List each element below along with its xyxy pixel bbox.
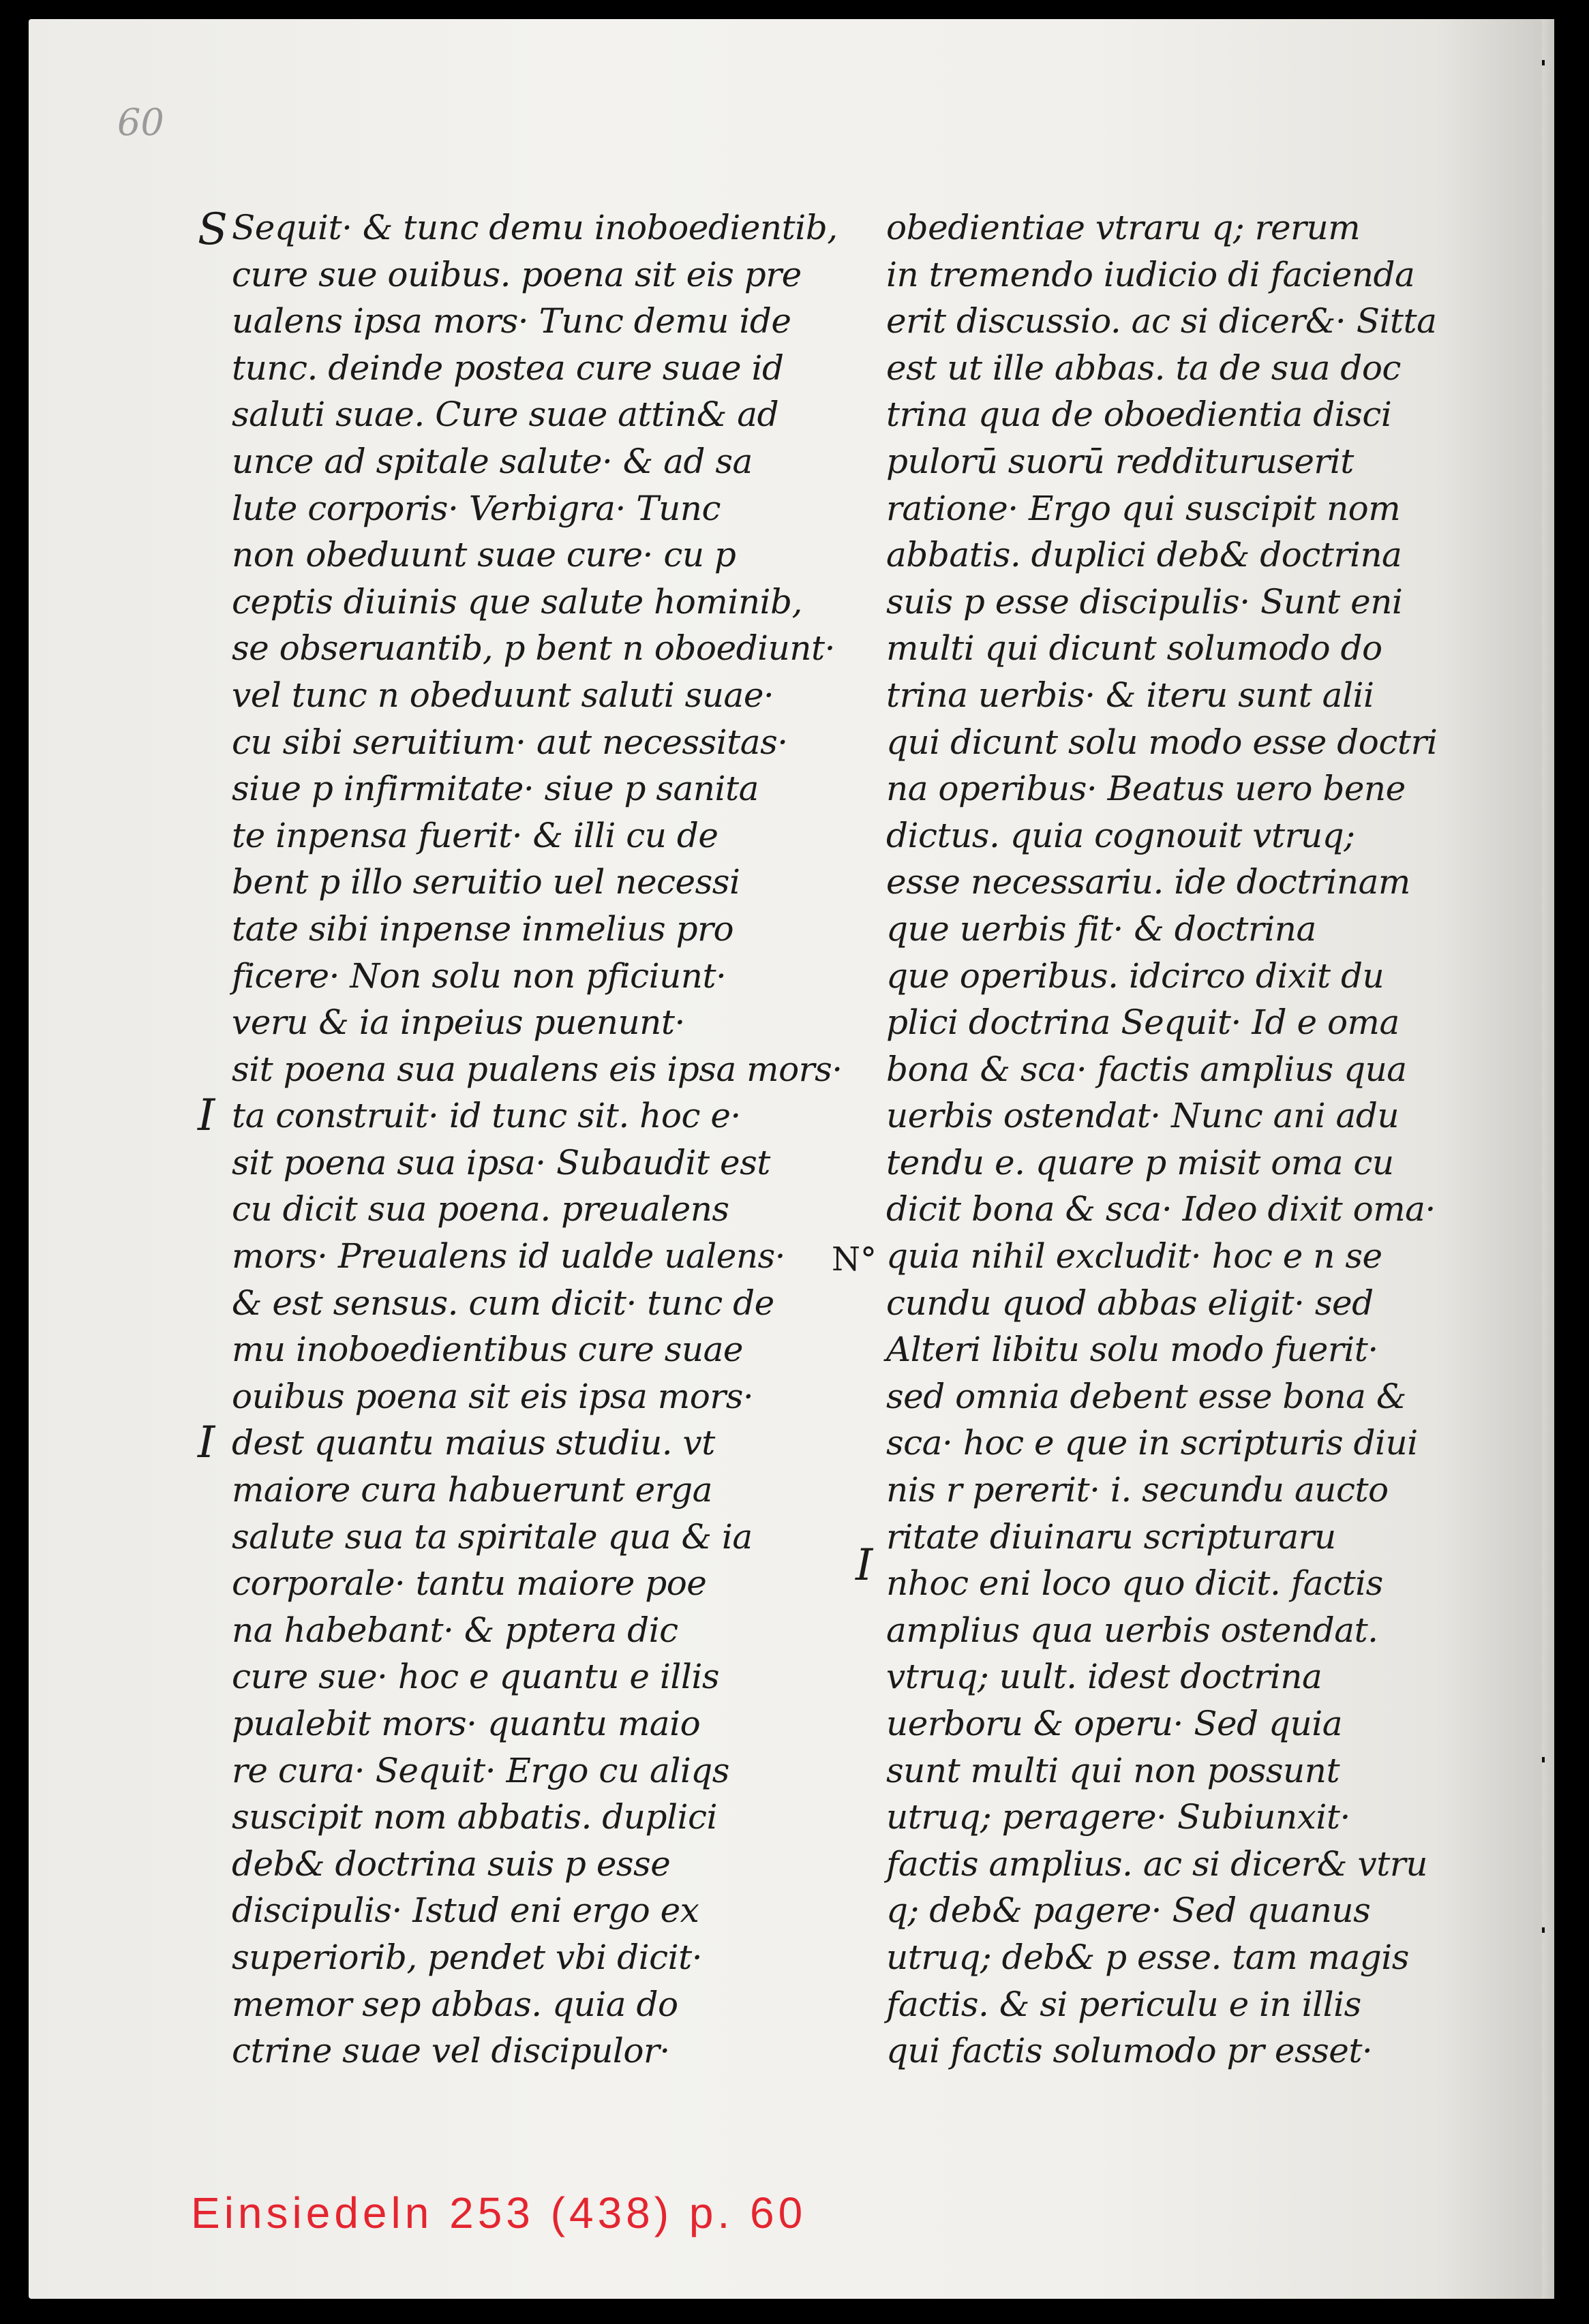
text-line: ceptis diuinis que salute hominib,	[232, 581, 802, 622]
text-line: maiore cura habuerunt erga	[232, 1470, 712, 1510]
right-text-column	[886, 204, 1500, 2075]
text-line: ualens ipsa mors· Tunc demu ide	[232, 301, 791, 341]
text-line: bent p illo seruitio uel necessi	[232, 862, 740, 902]
text-line: ratione· Ergo qui suscipit nom	[886, 488, 1401, 528]
text-line: trina uerbis· & iteru sunt alii	[886, 675, 1374, 715]
text-line: lute corporis· Verbigra· Tunc	[232, 488, 721, 528]
initial-letter: I	[856, 1540, 873, 1591]
text-line: mu inoboedientibus cure suae	[232, 1330, 743, 1370]
text-line: discipulis· Istud eni ergo ex	[232, 1891, 699, 1931]
text-line: plici doctrina Sequit· Id e oma	[886, 1003, 1399, 1043]
text-line: te inpensa fuerit· & illi cu de	[232, 815, 718, 855]
text-line: tate sibi inpense inmelius pro	[232, 908, 734, 949]
text-line: factis amplius. ac si dicer& vtru	[886, 1844, 1427, 1884]
initial-letter: I	[198, 1090, 215, 1141]
text-line: dicit bona & sca· Ideo dixit oma·	[886, 1189, 1436, 1229]
text-line: non obeduunt suae cure· cu p	[232, 535, 736, 575]
text-line: qui factis solumodo pr esset·	[886, 2031, 1373, 2071]
text-line: vel tunc n obeduunt saluti suae·	[232, 675, 774, 715]
text-line: sit poena sua pualens eis ipsa mors·	[232, 1049, 843, 1089]
text-line: nhoc eni loco quo dicit. factis	[886, 1563, 1383, 1604]
text-line: na operibus· Beatus uero bene	[886, 769, 1406, 809]
text-line: nis r pererit· i. secundu aucto	[886, 1470, 1389, 1510]
text-line: sunt multi qui non possunt	[886, 1750, 1340, 1790]
text-line: factis. & si periculu e in illis	[886, 1984, 1361, 2024]
text-line: salute sua ta spiritale qua & ia	[232, 1516, 753, 1557]
text-line: superiorib, pendet vbi dicit·	[232, 1937, 703, 1977]
text-line: suscipit nom abbatis. duplici	[232, 1797, 717, 1837]
text-line: pualebit mors· quantu maio	[232, 1704, 701, 1743]
text-line: sca· hoc e que in scripturis diui	[886, 1423, 1418, 1463]
text-line: obedientiae vtraru q; rerum	[886, 208, 1361, 247]
text-line: & est sensus. cum dicit· tunc de	[232, 1283, 774, 1323]
text-line: unce ad spitale salute· & ad sa	[232, 441, 753, 481]
text-line: cure sue· hoc e quantu e illis	[232, 1657, 720, 1697]
text-line: saluti suae. Cure suae attin& ad	[232, 395, 779, 435]
text-line: vtruq; uult. idest doctrina	[886, 1657, 1322, 1697]
text-line: esse necessariu. ide doctrinam	[886, 862, 1410, 902]
text-line: se obseruantib, p bent n oboediunt·	[232, 628, 835, 669]
text-line: ctrine suae vel discipulor·	[232, 2031, 670, 2071]
text-line: cu dicit sua poena. preualens	[232, 1189, 729, 1229]
text-line: in tremendo iudicio di facienda	[886, 254, 1415, 294]
text-line: deb& doctrina suis p esse	[232, 1844, 671, 1884]
text-line: trina qua de oboedientia disci	[886, 395, 1392, 435]
text-line: que uerbis fit· & doctrina	[886, 908, 1316, 949]
text-line: siue p infirmitate· siue p sanita	[232, 769, 759, 809]
text-line: ta construit· id tunc sit. hoc e·	[232, 1096, 741, 1136]
text-line: utruq; peragere· Subiunxit·	[886, 1797, 1350, 1837]
text-line: uerboru & operu· Sed quia	[886, 1704, 1343, 1743]
text-line: cu sibi seruitium· aut necessitas·	[232, 722, 788, 762]
text-line: veru & ia inpeius puenunt·	[232, 1003, 685, 1043]
folio-number: 60	[117, 101, 164, 144]
text-line: sed omnia debent esse bona &	[886, 1376, 1406, 1416]
marginal-note-mark: N°	[832, 1240, 877, 1279]
text-line: bona & sca· factis amplius qua	[886, 1049, 1407, 1089]
text-line: dest quantu maius studiu. vt	[232, 1423, 715, 1463]
text-line: utruq; deb& p esse. tam magis	[886, 1937, 1409, 1977]
text-line: corporale· tantu maiore poe	[232, 1563, 707, 1604]
initial-letter: S	[198, 204, 228, 255]
text-line: memor sep abbas. quia do	[232, 1984, 678, 2024]
text-line: dictus. quia cognouit vtruq;	[886, 815, 1355, 855]
text-line: erit discussio. ac si dicer&· Sitta	[886, 301, 1437, 341]
text-line: mors· Preualens id ualde ualens·	[232, 1236, 786, 1276]
text-line: cundu quod abbas eligit· sed	[886, 1283, 1374, 1323]
text-line: tunc. deinde postea cure suae id	[232, 348, 784, 388]
text-line: abbatis. duplici deb& doctrina	[886, 535, 1402, 575]
text-line: amplius qua uerbis ostendat.	[886, 1610, 1378, 1650]
text-line: na habebant· & pptera dic	[232, 1610, 678, 1650]
text-line: quia nihil excludit· hoc e n se	[886, 1236, 1382, 1276]
text-line: sit poena sua ipsa· Subaudit est	[232, 1142, 770, 1182]
text-line: que operibus. idcirco dixit du	[886, 955, 1384, 996]
text-line: pulorū suorū reddituruserit	[886, 441, 1354, 481]
text-line: cure sue ouibus. poena sit eis pre	[232, 254, 802, 294]
text-line: est ut ille abbas. ta de sua doc	[886, 348, 1401, 388]
text-line: re cura· Sequit· Ergo cu aliqs	[232, 1750, 729, 1790]
left-text-column	[232, 204, 845, 2075]
text-line: qui dicunt solu modo esse doctri	[886, 722, 1438, 762]
shelfmark-caption: Einsiedeln 253 (438) p. 60	[191, 2188, 807, 2237]
text-line: uerbis ostendat· Nunc ani adu	[886, 1096, 1399, 1136]
text-line: ouibus poena sit eis ipsa mors·	[232, 1376, 754, 1416]
text-line: Sequit· & tunc demu inoboedientib,	[232, 208, 838, 247]
text-line: ficere· Non solu non pficiunt·	[232, 955, 727, 996]
text-line: q; deb& pagere· Sed quanus	[886, 1891, 1371, 1931]
text-line: multi qui dicunt solumodo do	[886, 628, 1382, 669]
text-line: ritate diuinaru scripturaru	[886, 1516, 1336, 1557]
initial-letter: I	[198, 1418, 215, 1468]
text-line: Alteri libitu solu modo fuerit·	[886, 1330, 1378, 1370]
text-line: suis p esse discipulis· Sunt eni	[886, 581, 1403, 622]
text-line: tendu e. quare p misit oma cu	[886, 1142, 1394, 1182]
